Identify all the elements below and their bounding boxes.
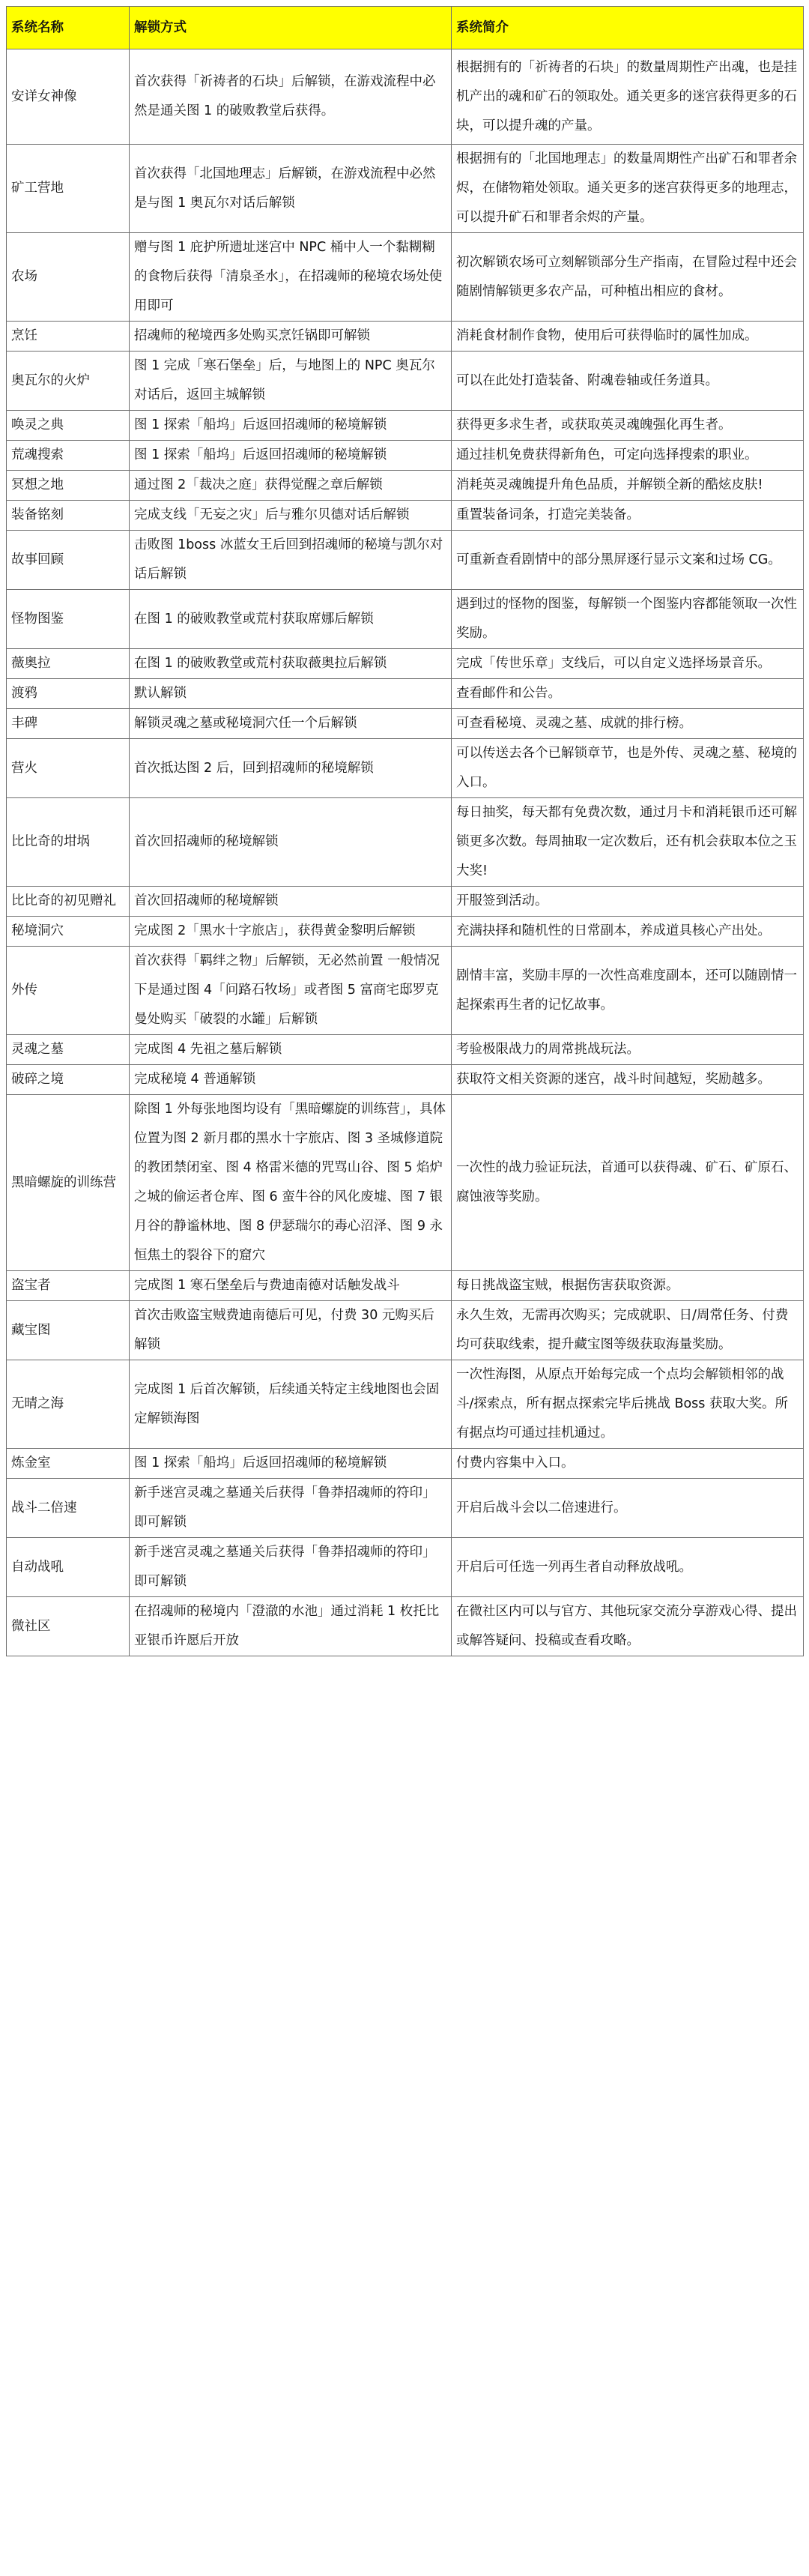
- table-row: [7, 471, 804, 501]
- table-row: [7, 352, 804, 411]
- table-row: [7, 1360, 804, 1449]
- system-name-cell: 奥瓦尔的火炉: [7, 352, 130, 411]
- unlock-method-cell: 在图 1 的破败教堂或荒村获取席娜后解锁: [130, 590, 452, 649]
- system-intro-cell: 通过挂机免费获得新角色，可定向选择搜索的职业。: [452, 441, 804, 471]
- system-name-cell: 薇奥拉: [7, 649, 130, 679]
- system-name-cell: 荒魂搜索: [7, 441, 130, 471]
- unlock-method-cell: 完成图 1 后首次解锁，后续通关特定主线地图也会固定解锁海图: [130, 1360, 452, 1449]
- table-row: [7, 1538, 804, 1597]
- system-intro-cell: 完成「传世乐章」支线后，可以自定义选择场景音乐。: [452, 649, 804, 679]
- table-row: [7, 49, 804, 145]
- system-intro-cell: 消耗英灵魂魄提升角色品质，并解锁全新的酷炫皮肤!: [452, 471, 804, 501]
- system-name-cell: 灵魂之墓: [7, 1035, 130, 1065]
- unlock-method-cell: 完成图 1 寒石堡垒后与费迪南德对话触发战斗: [130, 1271, 452, 1301]
- table-row: [7, 649, 804, 679]
- table-row: [7, 1035, 804, 1065]
- unlock-method-cell: 新手迷宫灵魂之墓通关后获得「鲁莽招魂师的符印」即可解锁: [130, 1479, 452, 1538]
- unlock-method-cell: 首次获得「北国地理志」后解锁，在游戏流程中必然是与图 1 奥瓦尔对话后解锁: [130, 145, 452, 233]
- system-name-cell: 装备铭刻: [7, 501, 130, 531]
- system-name-cell: 破碎之境: [7, 1065, 130, 1095]
- table-row: [7, 1597, 804, 1656]
- table-row: [7, 411, 804, 441]
- unlock-method-cell: 首次击败盗宝贼费迪南德后可见，付费 30 元购买后解锁: [130, 1301, 452, 1360]
- system-name-cell: 盗宝者: [7, 1271, 130, 1301]
- unlock-method-cell: 完成图 2「黑水十字旅店」，获得黄金黎明后解锁: [130, 917, 452, 947]
- table-row: [7, 739, 804, 798]
- system-intro-cell: 开启后可任选一列再生者自动释放战吼。: [452, 1538, 804, 1597]
- unlock-method-cell: 新手迷宫灵魂之墓通关后获得「鲁莽招魂师的符印」即可解锁: [130, 1538, 452, 1597]
- system-name-cell: 微社区: [7, 1597, 130, 1656]
- system-name-cell: 农场: [7, 233, 130, 322]
- system-name-cell: 自动战吼: [7, 1538, 130, 1597]
- unlock-method-cell: 赠与图 1 庇护所遗址迷宫中 NPC 桶中人一个黏糊糊的食物后获得「清泉圣水」，在招魂师的秘境农场处使用即可: [130, 233, 452, 322]
- table-row: [7, 1271, 804, 1301]
- system-name-cell: 矿工营地: [7, 145, 130, 233]
- system-name-cell: 战斗二倍速: [7, 1479, 130, 1538]
- system-intro-cell: 获取符文相关资源的迷宫，战斗时间越短，奖励越多。: [452, 1065, 804, 1095]
- system-intro-cell: 开启后战斗会以二倍速进行。: [452, 1479, 804, 1538]
- table-row: [7, 679, 804, 709]
- unlock-method-cell: 完成秘境 4 普通解锁: [130, 1065, 452, 1095]
- system-intro-cell: 每日抽奖，每天都有免费次数，通过月卡和消耗银币还可解锁更多次数。每周抽取一定次数后，还有机会获取本位之玉大奖!: [452, 798, 804, 887]
- system-intro-cell: 考验极限战力的周常挑战玩法。: [452, 1035, 804, 1065]
- system-intro-cell: 剧情丰富，奖励丰厚的一次性高难度副本，还可以随剧情一起探索再生者的记忆故事。: [452, 947, 804, 1035]
- table-row: [7, 233, 804, 322]
- unlock-method-cell: 招魂师的秘境西多处购买烹饪锅即可解锁: [130, 322, 452, 352]
- unlock-method-cell: 默认解锁: [130, 679, 452, 709]
- system-intro-cell: 可以传送去各个已解锁章节，也是外传、灵魂之墓、秘境的入口。: [452, 739, 804, 798]
- table-row: [7, 1449, 804, 1479]
- system-intro-cell: 可查看秘境、灵魂之墓、成就的排行榜。: [452, 709, 804, 739]
- table-row: [7, 798, 804, 887]
- unlock-method-cell: 首次获得「羁绊之物」后解锁，无必然前置 一般情况下是通过图 4「问路石牧场」或者图 5 富商宅邸罗克曼处购买「破裂的水罐」后解锁: [130, 947, 452, 1035]
- system-name-cell: 安详女神像: [7, 49, 130, 145]
- system-name-cell: 秘境洞穴: [7, 917, 130, 947]
- system-intro-cell: 一次性海图，从原点开始每完成一个点均会解锁相邻的战斗/探索点，所有据点探索完毕后挑战 Boss 获取大奖。所有据点均可通过挂机通过。: [452, 1360, 804, 1449]
- table-row: [7, 1301, 804, 1360]
- table-row: [7, 709, 804, 739]
- table-row: [7, 1479, 804, 1538]
- unlock-method-cell: 首次回招魂师的秘境解锁: [130, 887, 452, 917]
- system-intro-cell: 遇到过的怪物的图鉴，每解锁一个图鉴内容都能领取一次性奖励。: [452, 590, 804, 649]
- table-row: [7, 531, 804, 590]
- unlock-method-cell: 在图 1 的破败教堂或荒村获取薇奥拉后解锁: [130, 649, 452, 679]
- header-row: [7, 7, 804, 49]
- system-table: [6, 6, 804, 1656]
- system-name-cell: 炼金室: [7, 1449, 130, 1479]
- unlock-method-cell: 首次获得「祈祷者的石块」后解锁，在游戏流程中必然是通关图 1 的破败教堂后获得。: [130, 49, 452, 145]
- header-system-name: 系统名称: [7, 7, 130, 49]
- unlock-method-cell: 图 1 完成「寒石堡垒」后，与地图上的 NPC 奥瓦尔对话后，返回主城解锁: [130, 352, 452, 411]
- header-unlock-method: 解锁方式: [130, 7, 452, 49]
- table-row: [7, 887, 804, 917]
- table-row: [7, 441, 804, 471]
- system-name-cell: 怪物图鉴: [7, 590, 130, 649]
- unlock-method-cell: 击败图 1boss 冰蓝女王后回到招魂师的秘境与凯尔对话后解锁: [130, 531, 452, 590]
- unlock-method-cell: 图 1 探索「船坞」后返回招魂师的秘境解锁: [130, 1449, 452, 1479]
- unlock-method-cell: 解锁灵魂之墓或秘境洞穴任一个后解锁: [130, 709, 452, 739]
- system-name-cell: 比比奇的初见赠礼: [7, 887, 130, 917]
- system-name-cell: 渡鸦: [7, 679, 130, 709]
- system-intro-cell: 付费内容集中入口。: [452, 1449, 804, 1479]
- system-intro-cell: 根据拥有的「北国地理志」的数量周期性产出矿石和罪者余烬，在储物箱处领取。通关更多的迷宫获得更多的地理志，可以提升矿石和罪者余烬的产量。: [452, 145, 804, 233]
- system-intro-cell: 根据拥有的「祈祷者的石块」的数量周期性产出魂，也是挂机产出的魂和矿石的领取处。通关更多的迷宫获得更多的石块，可以提升魂的产量。: [452, 49, 804, 145]
- system-intro-cell: 重置装备词条，打造完美装备。: [452, 501, 804, 531]
- table-row: [7, 947, 804, 1035]
- system-name-cell: 唤灵之典: [7, 411, 130, 441]
- table-body: [7, 49, 804, 1656]
- system-intro-cell: 可重新查看剧情中的部分黑屏逐行显示文案和过场 CG。: [452, 531, 804, 590]
- table-row: [7, 917, 804, 947]
- system-intro-cell: 永久生效，无需再次购买；完成就职、日/周常任务、付费均可获取线索，提升藏宝图等级获取海量奖励。: [452, 1301, 804, 1360]
- system-intro-cell: 每日挑战盗宝贼，根据伤害获取资源。: [452, 1271, 804, 1301]
- system-name-cell: 冥想之地: [7, 471, 130, 501]
- system-name-cell: 无晴之海: [7, 1360, 130, 1449]
- system-name-cell: 外传: [7, 947, 130, 1035]
- system-intro-cell: 消耗食材制作食物，使用后可获得临时的属性加成。: [452, 322, 804, 352]
- unlock-method-cell: 图 1 探索「船坞」后返回招魂师的秘境解锁: [130, 441, 452, 471]
- system-name-cell: 故事回顾: [7, 531, 130, 590]
- unlock-method-cell: 通过图 2「裁决之庭」获得觉醒之章后解锁: [130, 471, 452, 501]
- system-intro-cell: 在微社区内可以与官方、其他玩家交流分享游戏心得、提出或解答疑问、投稿或查看攻略。: [452, 1597, 804, 1656]
- table-row: [7, 1065, 804, 1095]
- system-name-cell: 藏宝图: [7, 1301, 130, 1360]
- system-name-cell: 比比奇的坩埚: [7, 798, 130, 887]
- unlock-method-cell: 除图 1 外每张地图均设有「黑暗螺旋的训练营」，具体位置为图 2 新月郡的黑水十字旅店、图 3 圣城修道院的教团禁闭室、图 4 格雷米德的咒骂山谷、图 5 焰炉之城的偷运者仓库、图 6 蛮牛谷的风化废墟、图 7 银月谷的静谧林地、图 8 伊瑟瑞尔的毒心沼泽、图 9 永恒焦土的裂谷下的窟穴: [130, 1095, 452, 1271]
- system-name-cell: 丰碑: [7, 709, 130, 739]
- system-name-cell: 黑暗螺旋的训练营: [7, 1095, 130, 1271]
- system-name-cell: 烹饪: [7, 322, 130, 352]
- table-row: [7, 1095, 804, 1271]
- unlock-method-cell: 完成图 4 先祖之墓后解锁: [130, 1035, 452, 1065]
- table-row: [7, 590, 804, 649]
- unlock-method-cell: 首次抵达图 2 后，回到招魂师的秘境解锁: [130, 739, 452, 798]
- unlock-method-cell: 图 1 探索「船坞」后返回招魂师的秘境解锁: [130, 411, 452, 441]
- unlock-method-cell: 在招魂师的秘境内「澄澈的水池」通过消耗 1 枚托比亚银币许愿后开放: [130, 1597, 452, 1656]
- system-name-cell: 营火: [7, 739, 130, 798]
- unlock-method-cell: 首次回招魂师的秘境解锁: [130, 798, 452, 887]
- table-row: [7, 145, 804, 233]
- table-row: [7, 501, 804, 531]
- unlock-method-cell: 完成支线「无妄之灾」后与雅尔贝德对话后解锁: [130, 501, 452, 531]
- system-intro-cell: 初次解锁农场可立刻解锁部分生产指南，在冒险过程中还会随剧情解锁更多农产品，可种植出相应的食材。: [452, 233, 804, 322]
- system-intro-cell: 获得更多求生者，或获取英灵魂魄强化再生者。: [452, 411, 804, 441]
- system-intro-cell: 充满抉择和随机性的日常副本，养成道具核心产出处。: [452, 917, 804, 947]
- system-intro-cell: 可以在此处打造装备、附魂卷轴或任务道具。: [452, 352, 804, 411]
- system-intro-cell: 查看邮件和公告。: [452, 679, 804, 709]
- system-intro-cell: 一次性的战力验证玩法，首通可以获得魂、矿石、矿原石、腐蚀液等奖励。: [452, 1095, 804, 1271]
- system-intro-cell: 开服签到活动。: [452, 887, 804, 917]
- header-system-intro: 系统简介: [452, 7, 804, 49]
- table-row: [7, 322, 804, 352]
